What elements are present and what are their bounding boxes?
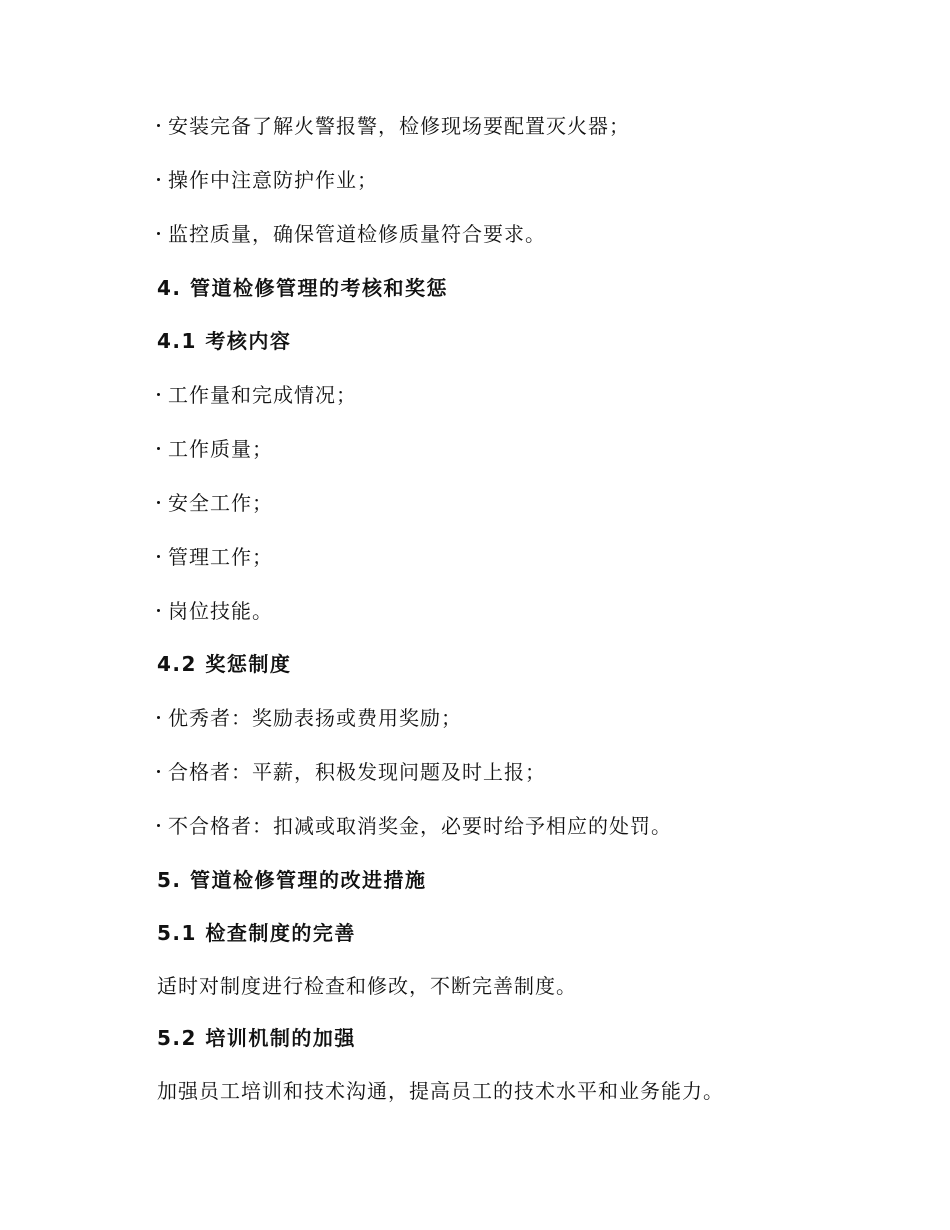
list-item (157, 220, 546, 248)
list-item (157, 812, 672, 840)
list-item (157, 489, 273, 517)
list-item-text: 安装完备了解火警报警，检修现场要配置灭火器； (168, 114, 630, 138)
paragraph: 加强员工培训和技术沟通，提高员工的技术水平和业务能力。 (157, 1079, 724, 1103)
list-item (157, 112, 630, 140)
list-item-text: 操作中注意防护作业； (168, 168, 378, 192)
list-item-text: 管理工作； (168, 545, 273, 569)
list-item (157, 435, 273, 463)
list-item-text: 不合格者：扣减或取消奖金，必要时给予相应的处罚。 (168, 814, 672, 838)
section-heading: 5. 管道检修管理的改进措施 (157, 868, 427, 892)
list-item-text: 岗位技能。 (168, 599, 273, 623)
bullet-icon (157, 232, 160, 235)
list-item (157, 597, 273, 625)
bullet-icon (157, 178, 160, 181)
subsection-heading: 5.1 检查制度的完善 (157, 921, 356, 945)
bullet-icon (157, 447, 160, 450)
bullet-icon (157, 716, 160, 719)
list-item-text: 优秀者：奖励表扬或费用奖励； (168, 706, 462, 730)
bullet-icon (157, 555, 160, 558)
list-item (157, 758, 546, 786)
subsection-heading: 4.2 奖惩制度 (157, 652, 292, 676)
list-item (157, 543, 273, 571)
list-item (157, 166, 378, 194)
subsection-heading: 5.2 培训机制的加强 (157, 1026, 356, 1050)
bullet-icon (157, 824, 160, 827)
bullet-icon (157, 609, 160, 612)
list-item-text: 工作质量； (168, 437, 273, 461)
list-item (157, 704, 462, 732)
list-item-text: 工作量和完成情况； (168, 383, 357, 407)
bullet-icon (157, 501, 160, 504)
paragraph: 适时对制度进行检查和修改，不断完善制度。 (157, 974, 577, 998)
bullet-icon (157, 124, 160, 127)
list-item-text: 安全工作； (168, 491, 273, 515)
section-heading: 4. 管道检修管理的考核和奖惩 (157, 276, 448, 300)
bullet-icon (157, 770, 160, 773)
list-item (157, 381, 357, 409)
list-item-text: 合格者：平薪，积极发现问题及时上报； (168, 760, 546, 784)
bullet-icon (157, 393, 160, 396)
subsection-heading: 4.1 考核内容 (157, 329, 292, 353)
list-item-text: 监控质量，确保管道检修质量符合要求。 (168, 222, 546, 246)
